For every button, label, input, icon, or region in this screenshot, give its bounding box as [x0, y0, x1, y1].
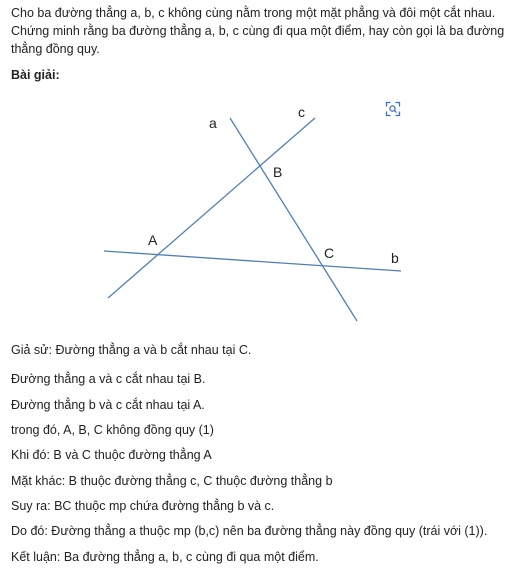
solution-step-3: Đường thẳng b và c cắt nhau tại A.: [11, 398, 205, 412]
zoom-corner-tl: [387, 103, 391, 107]
solution-step-5: Khi đó: B và C thuộc đường thẳng A: [11, 448, 212, 462]
label-line-b: b: [391, 250, 399, 266]
solution-step-9: Kết luận: Ba đường thẳng a, b, c cùng đi qua một điểm.: [11, 550, 319, 564]
solution-step-8: Do đó: Đường thẳng a thuộc mp (b,c) nên ba đường thẳng này đồng quy (trái với (1)).: [11, 524, 488, 538]
solution-step-1: Giả sử: Đường thẳng a và b cắt nhau tại C.: [11, 343, 252, 357]
zoom-corner-bl: [387, 112, 391, 116]
label-point-a: A: [148, 232, 158, 248]
problem-statement: Cho ba đường thẳng a, b, c không cùng nằm trong một mặt phẳng và đôi một cắt nhau. Chứng minh rằng ba đường thẳng a, b, c cùng đi qua một điểm, hay còn gọi là ba đường thẳng đồng quy.: [11, 6, 505, 56]
figure-svg: [0, 95, 518, 330]
solution-step-4: trong đó, A, B, C không đồng quy (1): [11, 423, 214, 437]
solution-step-6: Mặt khác: B thuộc đường thẳng c, C thuộc đường thẳng b: [11, 474, 333, 488]
solution-step-2: Đường thẳng a và c cắt nhau tại B.: [11, 372, 206, 386]
line-c: [108, 118, 315, 298]
label-point-b: B: [273, 164, 283, 180]
zoom-lens-handle: [394, 110, 396, 112]
geometry-figure: [0, 95, 518, 330]
label-point-c: C: [324, 245, 335, 261]
label-line-c: c: [298, 104, 305, 120]
label-line-a: a: [209, 115, 217, 131]
line-a: [230, 118, 357, 321]
zoom-corner-tr: [396, 103, 400, 107]
solution-heading: Bài giải:: [11, 68, 60, 82]
zoom-lens-icon[interactable]: [385, 101, 401, 117]
solution-step-7: Suy ra: BC thuộc mp chứa đường thẳng b và c.: [11, 499, 275, 513]
zoom-lens-glyph: [385, 101, 401, 117]
line-b: [104, 251, 401, 271]
